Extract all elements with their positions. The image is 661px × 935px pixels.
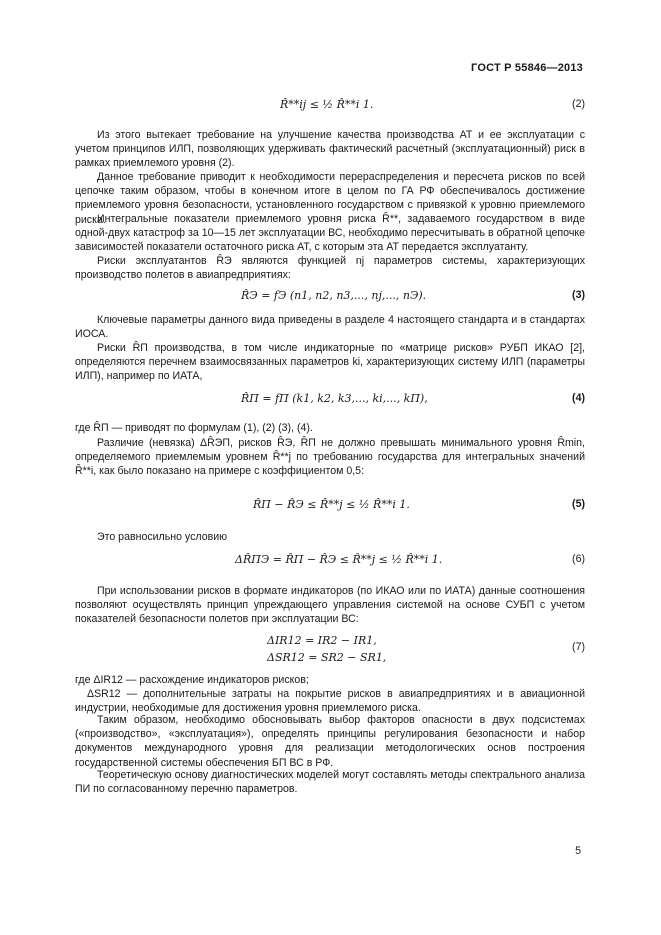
- equation-5-formula: R̂П − R̂Э ≤ R̂**j ≤ ½ R̂**i 1.: [253, 498, 410, 511]
- paragraph-9: Это равносильно условию: [97, 531, 228, 543]
- paragraph-14: Теоретическую основу диагностических моделей могут составлять методы спектрального анализа ПИ по согласованному перечню параметров.: [75, 769, 585, 796]
- paragraph-8: Различие (невязка) ΔR̂ЭП, рисков R̂Э, R̂П не должно превышать минимального уровня R̂min, определяемого приемлемым уровнем R̂**j по требованию государства для интегральных значений R̂**i, как было показано на примере с коэффициентом 0,5:: [75, 437, 585, 478]
- page-number: 5: [575, 845, 581, 857]
- equation-5: [75, 498, 585, 516]
- equation-7-number: (7): [572, 641, 585, 653]
- equation-4-number: (4): [572, 392, 585, 404]
- paragraph-10: При использовании рисков в формате индикаторов (по ИКАО или по ИАТА) данные соотношения позволяют осуществлять принцип упреждающего управления системой на основе СУБП с учетом показателей безопасности полетов при эксплуатации ВС:: [75, 585, 585, 626]
- equation-6-formula: ΔR̂ПЭ = R̂П − R̂Э ≤ R̂**j ≤ ½ R̂**i 1.: [235, 553, 443, 566]
- equation-3: [75, 289, 585, 307]
- equation-7-line-2: ΔSR12 = SR2 − SR1,: [267, 651, 387, 664]
- equation-4-formula: R̂П = fП (k1, k2, k3,..., ki,..., kП),: [241, 392, 428, 405]
- paragraph-6: Риски R̂П производства, в том числе индикаторные по «матрице рисков» РУБП ИКАО [2], определяются перечнем взаимосвязанных параметров ki, характеризующих систему ИЛП (параметры ИЛП), например по ИАТА,: [75, 342, 585, 383]
- equation-7: [75, 634, 585, 670]
- equation-5-number: (5): [572, 498, 585, 510]
- paragraph-5: Ключевые параметры данного вида приведены в разделе 4 настоящего стандарта и в стандартах ИОСА.: [75, 314, 585, 341]
- equation-2-formula: R̂**ij ≤ ½ R̂**i 1.: [280, 98, 374, 111]
- equation-4: [75, 392, 585, 410]
- equation-2: [75, 98, 585, 116]
- equation-3-number: (3): [572, 289, 585, 301]
- paragraph-3: Интегральные показатели приемлемого уровня риска R̂**, задаваемого государством в виде одной-двух катастроф за 10—15 лет эксплуатации ВС, необходимо пересчитывать в обратной цепочке зависимостей показатели остаточного риска АТ, с которым эта АТ передается эксплуатанту.: [75, 213, 585, 254]
- paragraph-12: ΔSR12 — дополнительные затраты на покрытие рисков в авиапредприятиях и в авиационной индустрии, необходимые для достижения уровня приемлемого риска.: [75, 688, 585, 715]
- paragraph-1: Из этого вытекает требование на улучшение качества производства АТ и ее эксплуатации с учетом принципов ИЛП, позволяющих удерживать фактический расчетный (эксплуатационный) риск в рамках приемлемого уровня (2).: [75, 129, 585, 170]
- paragraph-11: где ΔIR12 — расхождение индикаторов рисков;: [75, 674, 309, 686]
- equation-6: [75, 553, 585, 571]
- equation-6-number: (6): [572, 553, 585, 565]
- paragraph-4: Риски эксплуатантов R̂Э являются функцией nj параметров системы, характеризующих производство полетов в авиапредприятиях:: [75, 255, 585, 282]
- paragraph-7: где R̂П — приводят по формулам (1), (2) (3), (4).: [75, 422, 313, 434]
- equation-3-formula: R̂Э = fЭ (n1, n2, n3,..., nj,..., nЭ).: [241, 289, 427, 302]
- standard-header: ГОСТ Р 55846—2013: [471, 62, 583, 74]
- equation-7-line-1: ΔIR12 = IR2 − IR1,: [267, 634, 377, 647]
- paragraph-2: Данное требование приводит к необходимости перераспределения и пересчета рисков по всей цепочке таким образом, чтобы в конечном итоге в целом по ГА РФ обеспечивалось достижение приемлемого уровня безопасности, установленного государством с привязкой к уровню приемлемого риска.: [75, 171, 585, 226]
- equation-2-number: (2): [572, 98, 585, 110]
- paragraph-13: Таким образом, необходимо обосновывать выбор факторов опасности в двух подсистемах («производство», «эксплуатация»), определять принципы регулирования безопасности и набор документов международного уровня для реализации методологических основ построения государственной системы обеспечения БП ВС в РФ.: [75, 714, 585, 769]
